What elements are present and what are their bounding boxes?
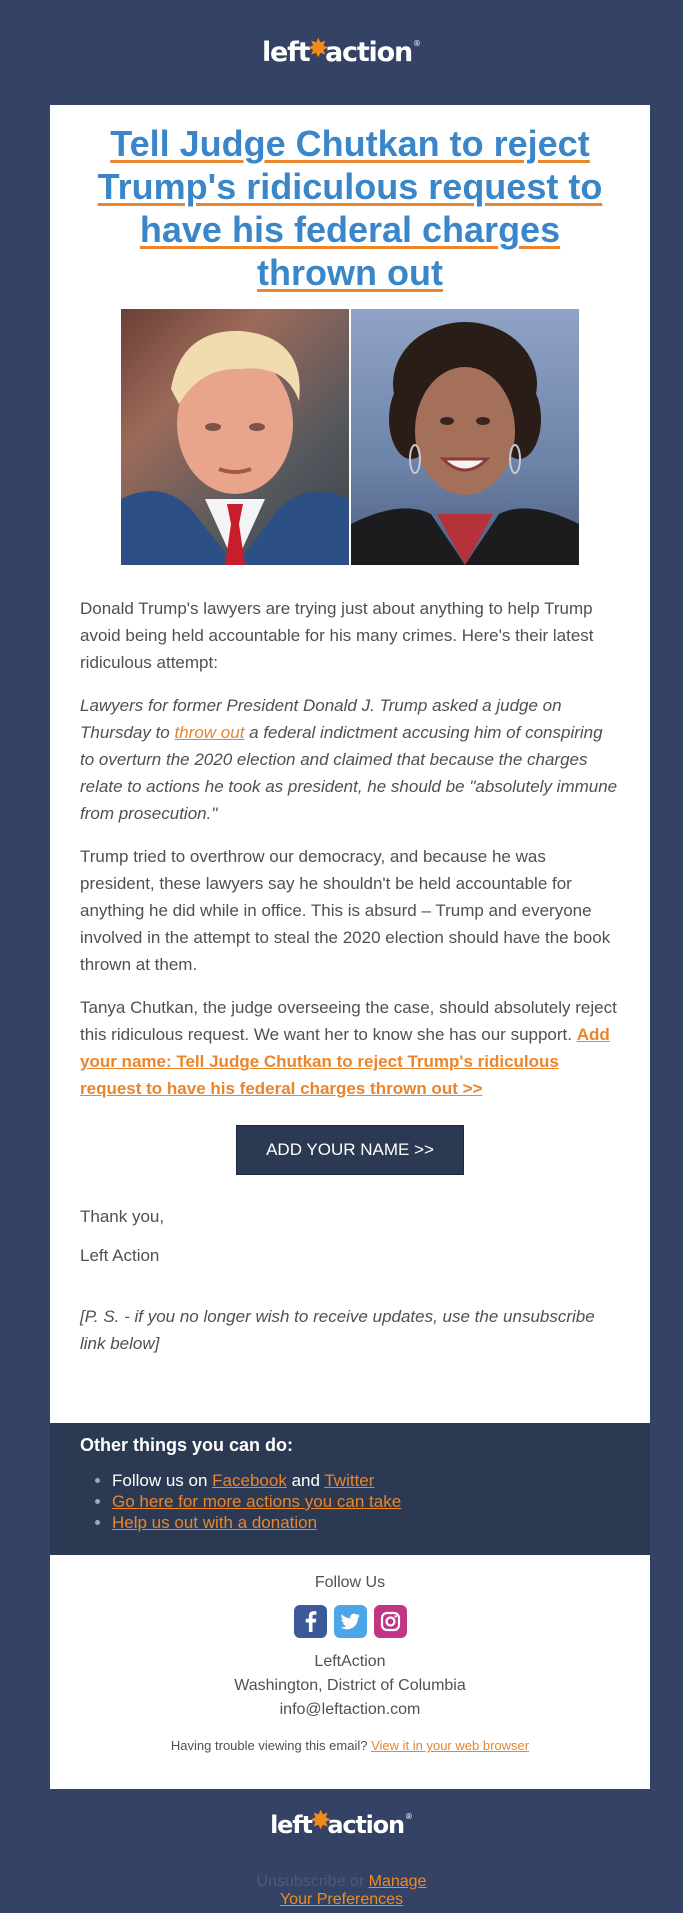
twitter-link[interactable]: Twitter — [324, 1471, 375, 1490]
list-item — [112, 1512, 650, 1533]
signoff — [50, 1203, 650, 1269]
other-actions-section — [50, 1423, 650, 1555]
thanks-text: Thank you, — [80, 1207, 165, 1226]
starburst-icon: ✸ — [309, 1806, 331, 1836]
trump-photo[interactable] — [121, 309, 349, 565]
facebook-icon[interactable] — [294, 1605, 327, 1638]
social-icons — [50, 1605, 650, 1638]
starburst-icon: ✸ — [307, 33, 329, 64]
view-in-browser-notice: Having trouble viewing this email? View it in your web browser — [170, 1738, 530, 1753]
leftaction-logo[interactable]: left ✸ action ® — [270, 1806, 413, 1839]
list-item: • Follow us on Facebook and Twitter — [112, 1470, 650, 1491]
argument-paragraph: Trump tried to overthrow our democracy, and because he was president, these lawyers say he shouldn't be held accountable for anything he did while in office. This is absurd – Trump and everyone involved in the attempt to steal the 2020 election should have the book thrown at them. — [80, 847, 611, 974]
quote-paragraph: Lawyers for former President Donald J. Trump asked a judge on Thursday to throw out a federal indictment accusing him of conspiring to overturn the 2020 election and claimed that because the charges relate to actions he took as president, he should be "absolutely immune from prosecution." — [80, 696, 618, 823]
view-in-browser-link[interactable]: View it in your web browser — [371, 1738, 530, 1753]
throw-out-link[interactable]: throw out — [174, 723, 245, 742]
org-location: Washington, District of Columbia — [234, 1677, 466, 1694]
main-content-card — [50, 105, 650, 1423]
manage-preferences-link[interactable]: Manage — [368, 1873, 427, 1890]
follow-us-title: Follow Us — [314, 1574, 386, 1591]
other-actions-title: Other things you can do: — [80, 1435, 294, 1455]
footer-logo-area — [0, 1806, 683, 1840]
postscript: [P. S. - if you no longer wish to receive updates, use the unsubscribe link below] — [80, 1307, 595, 1353]
list-item — [112, 1491, 650, 1512]
intro-paragraph: Donald Trump's lawyers are trying just about anything to help Trump avoid being held accountable for his many crimes. Here's their latest ridiculous attempt: — [80, 599, 594, 672]
signature-name: Left Action — [80, 1246, 160, 1265]
org-name: LeftAction — [314, 1653, 386, 1670]
footer-card — [50, 1555, 650, 1789]
manage-preferences-link-line2[interactable]: Your Preferences — [279, 1891, 404, 1908]
ask-paragraph: Tanya Chutkan, the judge overseeing the case, should absolutely reject this ridiculous request. We want her to know she has our support. Add your name: Tell Judge Chutkan to reject Trump's ridiculous request to have his federal charges thrown out >> — [80, 998, 617, 1098]
org-email: info@leftaction.com — [279, 1701, 421, 1718]
twitter-icon[interactable] — [334, 1605, 367, 1638]
chutkan-photo[interactable] — [351, 309, 579, 565]
other-actions-list — [50, 1470, 650, 1533]
unsubscribe-area: Unsubscribe or Manage Your Preferences — [256, 1873, 427, 1908]
body-text — [50, 595, 650, 1102]
headline-link[interactable]: Tell Judge Chutkan to reject Trump's ridiculous request to have his federal charges thrown out — [97, 123, 603, 293]
org-info — [50, 1650, 650, 1722]
donate-link[interactable]: Help us out with a donation — [112, 1513, 318, 1532]
header-logo-area — [0, 0, 683, 105]
more-actions-link[interactable]: Go here for more actions you can take — [112, 1492, 402, 1511]
facebook-link[interactable]: Facebook — [212, 1471, 287, 1490]
unsubscribe-link[interactable]: Unsubscribe — [256, 1873, 346, 1890]
add-name-text-link[interactable]: Add your name: Tell Judge Chutkan to reject Trump's ridiculous request to have his federal charges thrown out >> — [80, 1025, 610, 1098]
photo-pair — [50, 309, 650, 565]
leftaction-logo[interactable]: left ✸ action ® — [262, 33, 421, 68]
add-your-name-button[interactable]: ADD YOUR NAME >> — [236, 1125, 464, 1175]
instagram-icon[interactable] — [374, 1605, 407, 1638]
